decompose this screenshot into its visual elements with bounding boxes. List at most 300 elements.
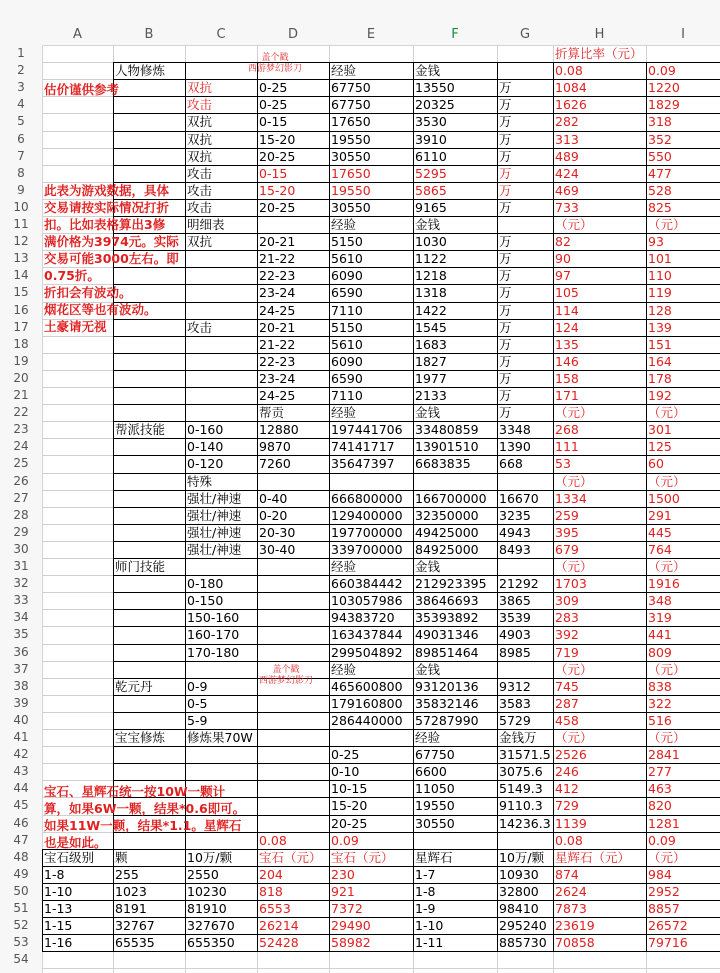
cell-f18[interactable]: 1683: [415, 336, 447, 352]
cell-d29[interactable]: 20-30: [259, 524, 296, 540]
cell-h27[interactable]: 1334: [555, 490, 587, 506]
cell-f15[interactable]: 1318: [415, 285, 447, 301]
cell-d14[interactable]: 22-23: [259, 268, 296, 284]
row-header[interactable]: 7: [17, 148, 25, 163]
cell-i34[interactable]: 319: [648, 610, 672, 626]
cell-f14[interactable]: 1218: [415, 268, 447, 284]
cell-d30[interactable]: 30-40: [259, 541, 296, 557]
cell-g49[interactable]: 10930: [499, 866, 539, 882]
cell-f35[interactable]: 49031346: [415, 627, 479, 643]
cell-e9[interactable]: 19550: [331, 182, 371, 198]
cell-c49[interactable]: 2550: [187, 866, 219, 882]
cell-f41[interactable]: 经验: [415, 730, 441, 745]
cell-d24[interactable]: 9870: [259, 439, 291, 455]
cell-b50[interactable]: 1023: [115, 883, 147, 899]
cell-h4[interactable]: 1626: [555, 97, 587, 113]
cell-f33[interactable]: 38646693: [415, 593, 479, 609]
row-header[interactable]: 38: [13, 678, 29, 693]
cell-i3[interactable]: 1220: [648, 80, 680, 96]
cell-c40[interactable]: 5-9: [187, 712, 208, 728]
cell-h8[interactable]: 424: [555, 165, 579, 181]
cell-e40[interactable]: 286440000: [331, 712, 403, 728]
cell-f8[interactable]: 5295: [415, 165, 447, 181]
column-header-e[interactable]: E: [366, 27, 376, 42]
cell-e36[interactable]: 299504892: [331, 644, 403, 660]
cell-e24[interactable]: 74141717: [331, 439, 395, 455]
cell-i32[interactable]: 1916: [648, 576, 680, 592]
cell-f27[interactable]: 166700000: [415, 490, 487, 506]
cell-h15[interactable]: 105: [555, 285, 579, 301]
cell-c24[interactable]: 0-140: [187, 439, 224, 455]
cell-c5[interactable]: 双抗: [187, 114, 213, 130]
cell-e21[interactable]: 7110: [331, 388, 363, 403]
cell-f12[interactable]: 1030: [415, 234, 447, 250]
row-header[interactable]: 48: [13, 849, 29, 864]
cell-c27[interactable]: 强壮/神速: [187, 490, 242, 506]
cell-f50[interactable]: 1-8: [415, 883, 436, 899]
cell-f23[interactable]: 33480859: [415, 422, 479, 438]
cell-i10[interactable]: 825: [648, 199, 672, 215]
cell-e49[interactable]: 230: [331, 866, 355, 882]
cell-e7[interactable]: 30550: [331, 148, 371, 164]
cell-g39[interactable]: 3583: [499, 695, 531, 711]
column-header-f[interactable]: F: [451, 27, 459, 42]
cell-e8[interactable]: 17650: [331, 165, 371, 181]
cell-e52[interactable]: 29490: [331, 918, 371, 934]
cell-g38[interactable]: 9312: [499, 678, 531, 694]
cell-g9[interactable]: 万: [499, 182, 512, 198]
cell-i17[interactable]: 139: [648, 319, 672, 335]
cell-g29[interactable]: 4943: [499, 524, 531, 540]
cell-d15[interactable]: 23-24: [259, 285, 296, 301]
cell-d47[interactable]: 0.08: [259, 832, 287, 848]
cell-d5[interactable]: 0-15: [259, 114, 288, 130]
cell-e48[interactable]: 宝石（元）: [331, 849, 394, 865]
cell-h52[interactable]: 23619: [555, 918, 595, 934]
row-header[interactable]: 52: [13, 918, 29, 933]
cell-f25[interactable]: 6683835: [415, 456, 471, 472]
row-header[interactable]: 3: [17, 80, 25, 95]
cell-f19[interactable]: 1827: [415, 353, 447, 369]
row-header[interactable]: 36: [13, 644, 29, 659]
cell-d10[interactable]: 20-25: [259, 199, 296, 215]
cell-h42[interactable]: 2526: [555, 747, 587, 763]
column-header-c[interactable]: C: [216, 27, 226, 42]
cell-i4[interactable]: 1829: [648, 97, 680, 113]
cell-h36[interactable]: 719: [555, 644, 579, 660]
cell-i52[interactable]: 26572: [648, 918, 688, 934]
cell-e12[interactable]: 5150: [331, 234, 363, 250]
cell-d13[interactable]: 21-22: [259, 251, 296, 267]
cell-g51[interactable]: 98410: [499, 901, 539, 916]
row-header[interactable]: 43: [13, 764, 29, 779]
cell-e3[interactable]: 67750: [331, 80, 371, 96]
cell-h17[interactable]: 124: [555, 319, 579, 335]
row-header[interactable]: 16: [13, 302, 29, 317]
cell-g34[interactable]: 3539: [499, 610, 531, 626]
cell-f17[interactable]: 1545: [415, 319, 447, 335]
cell-i20[interactable]: 178: [648, 370, 672, 386]
cell-e23[interactable]: 197441706: [331, 422, 403, 438]
cell-c35[interactable]: 160-170: [187, 627, 240, 643]
cell-g6[interactable]: 万: [499, 131, 512, 147]
cell-d18[interactable]: 21-22: [259, 336, 296, 352]
cell-e33[interactable]: 103057986: [331, 593, 403, 609]
cell-b51[interactable]: 8191: [115, 901, 147, 916]
cell-f51[interactable]: 1-9: [415, 901, 436, 916]
cell-g20[interactable]: 万: [499, 370, 512, 386]
cell-g13[interactable]: 万: [499, 251, 512, 267]
cell-g46[interactable]: 14236.3: [499, 815, 551, 831]
row-header[interactable]: 41: [13, 730, 29, 744]
row-header[interactable]: 12: [13, 234, 29, 249]
cell-h39[interactable]: 287: [555, 695, 579, 711]
cell-g36[interactable]: 8985: [499, 644, 531, 660]
cell-h21[interactable]: 171: [555, 388, 579, 403]
cell-g28[interactable]: 3235: [499, 507, 531, 523]
row-header[interactable]: 8: [17, 165, 25, 180]
cell-e16[interactable]: 7110: [331, 302, 363, 318]
cell-f10[interactable]: 9165: [415, 199, 447, 215]
cell-e44[interactable]: 10-15: [331, 781, 368, 797]
row-header[interactable]: 34: [13, 610, 29, 625]
cell-f11[interactable]: 金钱: [415, 217, 441, 232]
cell-h9[interactable]: 469: [555, 182, 579, 198]
cell-b49[interactable]: 255: [115, 866, 139, 882]
cell-d52[interactable]: 26214: [259, 918, 299, 934]
cell-d28[interactable]: 0-20: [259, 507, 288, 523]
cell-i46[interactable]: 1281: [648, 815, 680, 831]
cell-b38[interactable]: 乾元丹: [115, 678, 153, 694]
row-header[interactable]: 1: [17, 46, 25, 60]
cell-i29[interactable]: 445: [648, 524, 672, 540]
cell-e38[interactable]: 465600800: [331, 678, 403, 694]
cell-i11[interactable]: （元）: [648, 217, 686, 232]
cell-c12[interactable]: 双抗: [187, 234, 213, 250]
cell-h3[interactable]: 1084: [555, 80, 587, 96]
cell-g7[interactable]: 万: [499, 148, 512, 164]
cell-g25[interactable]: 668: [499, 456, 523, 472]
cell-g43[interactable]: 3075.6: [499, 764, 543, 780]
cell-h35[interactable]: 392: [555, 627, 579, 643]
cell-c38[interactable]: 0-9: [187, 678, 208, 694]
cell-e11[interactable]: 经验: [331, 217, 357, 232]
row-header[interactable]: 37: [13, 661, 29, 676]
row-header[interactable]: 23: [13, 422, 29, 437]
cell-c8[interactable]: 攻击: [187, 165, 213, 181]
row-header[interactable]: 13: [13, 251, 29, 266]
cell-i26[interactable]: （元）: [648, 473, 686, 489]
cell-c23[interactable]: 0-160: [187, 422, 224, 438]
cell-i12[interactable]: 93: [648, 234, 664, 250]
cell-e19[interactable]: 6090: [331, 353, 363, 369]
cell-d21[interactable]: 24-25: [259, 388, 296, 403]
cell-e17[interactable]: 5150: [331, 319, 363, 335]
cell-c25[interactable]: 0-120: [187, 456, 224, 472]
cell-e45[interactable]: 15-20: [331, 798, 368, 814]
cell-g23[interactable]: 3348: [499, 422, 531, 438]
cell-d25[interactable]: 7260: [259, 456, 291, 472]
row-header[interactable]: 42: [13, 747, 29, 762]
cell-e27[interactable]: 666800000: [331, 490, 403, 506]
cell-d20[interactable]: 23-24: [259, 370, 296, 386]
cell-d4[interactable]: 0-25: [259, 97, 288, 113]
cell-e25[interactable]: 35647397: [331, 456, 395, 472]
cell-e13[interactable]: 5610: [331, 251, 363, 267]
cell-f40[interactable]: 57287990: [415, 712, 479, 728]
column-header-g[interactable]: G: [519, 27, 531, 42]
cell-h13[interactable]: 90: [555, 251, 571, 267]
cell-h49[interactable]: 874: [555, 866, 579, 882]
cell-g5[interactable]: 万: [499, 114, 512, 130]
cell-f20[interactable]: 1977: [415, 370, 447, 386]
row-header[interactable]: 35: [13, 627, 29, 642]
row-header[interactable]: 45: [13, 798, 29, 813]
cell-i28[interactable]: 291: [648, 507, 672, 523]
cell-f43[interactable]: 6600: [415, 764, 447, 780]
cell-e29[interactable]: 197700000: [331, 524, 403, 540]
cell-i7[interactable]: 550: [648, 148, 672, 164]
cell-i19[interactable]: 164: [648, 353, 672, 369]
cell-e4[interactable]: 67750: [331, 97, 371, 113]
cell-h24[interactable]: 111: [555, 439, 579, 455]
row-header[interactable]: 6: [17, 131, 25, 146]
row-header[interactable]: 14: [13, 268, 29, 283]
cell-h45[interactable]: 729: [555, 798, 579, 814]
cell-h31[interactable]: （元）: [555, 559, 593, 574]
cell-h43[interactable]: 246: [555, 764, 579, 780]
column-header-b[interactable]: B: [144, 27, 154, 42]
cell-g30[interactable]: 8493: [499, 541, 531, 557]
cell-h33[interactable]: 309: [555, 593, 579, 609]
cell-f30[interactable]: 84925000: [415, 541, 479, 557]
cell-f13[interactable]: 1122: [415, 251, 447, 267]
cell-g17[interactable]: 万: [499, 319, 512, 335]
cell-h10[interactable]: 733: [555, 199, 579, 215]
cell-f2[interactable]: 金钱: [415, 63, 441, 79]
row-header[interactable]: 32: [13, 576, 29, 591]
cell-d50[interactable]: 818: [259, 883, 283, 899]
cell-a49[interactable]: 1-8: [44, 866, 65, 882]
cell-g27[interactable]: 16670: [499, 490, 539, 506]
cell-i31[interactable]: （元）: [648, 559, 686, 574]
cell-d27[interactable]: 0-40: [259, 490, 288, 506]
cell-h6[interactable]: 313: [555, 131, 579, 147]
cell-h16[interactable]: 114: [555, 302, 579, 318]
cell-f5[interactable]: 3530: [415, 114, 447, 130]
cell-f4[interactable]: 20325: [415, 97, 455, 113]
cell-e46[interactable]: 20-25: [331, 815, 368, 831]
cell-f39[interactable]: 35832146: [415, 695, 479, 711]
cell-h30[interactable]: 679: [555, 541, 579, 557]
cell-f31[interactable]: 金钱: [415, 559, 441, 574]
row-header[interactable]: 21: [13, 388, 29, 402]
cell-h41[interactable]: （元）: [555, 730, 593, 745]
cell-d48[interactable]: 宝石（元）: [259, 849, 322, 865]
cell-h40[interactable]: 458: [555, 712, 579, 728]
cell-i27[interactable]: 1500: [648, 490, 680, 506]
cell-h20[interactable]: 158: [555, 370, 579, 386]
cell-f37[interactable]: 金钱: [415, 661, 441, 677]
cell-f32[interactable]: 212923395: [415, 576, 487, 592]
cell-f38[interactable]: 93120136: [415, 678, 479, 694]
row-header[interactable]: 22: [13, 405, 29, 420]
cell-c30[interactable]: 强壮/神速: [187, 541, 242, 557]
cell-a50[interactable]: 1-10: [44, 883, 73, 899]
cell-i16[interactable]: 128: [648, 302, 672, 318]
cell-g45[interactable]: 9110.3: [499, 798, 543, 814]
row-header[interactable]: 9: [17, 182, 25, 197]
cell-c48[interactable]: 10万/颗: [187, 849, 233, 865]
cell-c17[interactable]: 攻击: [187, 319, 213, 335]
cell-c34[interactable]: 150-160: [187, 610, 240, 626]
cell-b52[interactable]: 32767: [115, 918, 155, 934]
cell-g4[interactable]: 万: [499, 97, 512, 113]
cell-i51[interactable]: 8857: [648, 901, 680, 916]
cell-c26[interactable]: 特殊: [187, 473, 213, 489]
cell-h23[interactable]: 268: [555, 422, 579, 438]
cell-c7[interactable]: 双抗: [187, 148, 213, 164]
cell-h50[interactable]: 2624: [555, 883, 587, 899]
cell-e35[interactable]: 163437844: [331, 627, 403, 643]
cell-h25[interactable]: 53: [555, 456, 571, 472]
cell-c11[interactable]: 明细表: [187, 217, 225, 232]
cell-c32[interactable]: 0-180: [187, 576, 224, 592]
row-header[interactable]: 27: [13, 490, 29, 505]
cell-i38[interactable]: 838: [648, 678, 672, 694]
cell-h46[interactable]: 1139: [555, 815, 587, 831]
cell-h7[interactable]: 489: [555, 148, 579, 164]
row-header[interactable]: 17: [13, 319, 29, 334]
cell-e6[interactable]: 19550: [331, 131, 371, 147]
cell-f34[interactable]: 35393892: [415, 610, 479, 626]
cell-g42[interactable]: 31571.5: [499, 747, 551, 763]
cell-i43[interactable]: 277: [648, 764, 672, 780]
column-header-h[interactable]: H: [594, 27, 605, 42]
cell-g21[interactable]: 万: [499, 388, 512, 403]
cell-b31[interactable]: 师门技能: [115, 559, 166, 574]
cell-g44[interactable]: 5149.3: [499, 781, 543, 797]
cell-h5[interactable]: 282: [555, 114, 579, 130]
cell-h26[interactable]: （元）: [555, 473, 593, 489]
cell-f29[interactable]: 49425000: [415, 524, 479, 540]
cell-f52[interactable]: 1-10: [415, 918, 444, 934]
cell-i8[interactable]: 477: [648, 165, 672, 181]
cell-i14[interactable]: 110: [648, 268, 672, 284]
cell-g19[interactable]: 万: [499, 353, 512, 369]
cell-f3[interactable]: 13550: [415, 80, 455, 96]
cell-f42[interactable]: 67750: [415, 747, 455, 763]
cell-d19[interactable]: 22-23: [259, 353, 296, 369]
cell-g48[interactable]: 10万/颗: [499, 849, 545, 865]
cell-i45[interactable]: 820: [648, 798, 672, 814]
cell-f7[interactable]: 6110: [415, 148, 447, 164]
cell-i33[interactable]: 348: [648, 593, 672, 609]
row-header[interactable]: 50: [13, 883, 29, 898]
cell-c6[interactable]: 双抗: [187, 131, 213, 147]
cell-e42[interactable]: 0-25: [331, 747, 360, 763]
cell-h51[interactable]: 7873: [555, 901, 587, 916]
row-header[interactable]: 11: [13, 217, 29, 231]
cell-g10[interactable]: 万: [499, 199, 512, 215]
cell-h19[interactable]: 146: [555, 353, 579, 369]
cell-b41[interactable]: 宝宝修炼: [115, 730, 166, 745]
cell-c52[interactable]: 327670: [187, 918, 235, 934]
cell-i23[interactable]: 301: [648, 422, 672, 438]
cell-i5[interactable]: 318: [648, 114, 672, 130]
row-header[interactable]: 40: [13, 712, 29, 727]
cell-h44[interactable]: 412: [555, 781, 579, 797]
cell-i15[interactable]: 119: [648, 285, 672, 301]
cell-b2[interactable]: 人物修炼: [115, 63, 166, 79]
cell-e5[interactable]: 17650: [331, 114, 371, 130]
cell-d8[interactable]: 0-15: [259, 165, 288, 181]
cell-f49[interactable]: 1-7: [415, 866, 436, 882]
cell-i25[interactable]: 60: [648, 456, 664, 472]
cell-f48[interactable]: 星辉石: [415, 849, 453, 865]
cell-e53[interactable]: 58982: [331, 935, 371, 951]
cell-b48[interactable]: 颗: [115, 849, 128, 865]
cell-c3[interactable]: 双抗: [187, 80, 213, 96]
cell-g50[interactable]: 32800: [499, 883, 539, 899]
cell-g52[interactable]: 295240: [499, 918, 547, 934]
cell-g32[interactable]: 21292: [499, 576, 539, 592]
cell-f24[interactable]: 13901510: [415, 439, 479, 455]
cell-d16[interactable]: 24-25: [259, 302, 296, 318]
cell-g15[interactable]: 万: [499, 285, 512, 301]
row-header[interactable]: 31: [13, 559, 29, 573]
cell-g24[interactable]: 1390: [499, 439, 531, 455]
cell-h28[interactable]: 259: [555, 507, 579, 523]
cell-i47[interactable]: 0.09: [648, 832, 676, 848]
cell-g14[interactable]: 万: [499, 268, 512, 284]
cell-g16[interactable]: 万: [499, 302, 512, 318]
cell-g18[interactable]: 万: [499, 336, 512, 352]
cell-i13[interactable]: 101: [648, 251, 672, 267]
cell-g12[interactable]: 万: [499, 234, 512, 250]
cell-e22[interactable]: 经验: [331, 405, 357, 421]
cell-f22[interactable]: 金钱: [415, 405, 441, 421]
cell-g35[interactable]: 4903: [499, 627, 531, 643]
cell-f21[interactable]: 2133: [415, 388, 447, 403]
cell-i30[interactable]: 764: [648, 541, 672, 557]
cell-i36[interactable]: 809: [648, 644, 672, 660]
row-header[interactable]: 20: [13, 370, 29, 385]
cell-d49[interactable]: 204: [259, 866, 283, 882]
cell-b23[interactable]: 帮派技能: [115, 422, 166, 438]
row-header[interactable]: 30: [13, 541, 29, 556]
row-header[interactable]: 25: [13, 456, 29, 471]
cell-h29[interactable]: 395: [555, 524, 579, 540]
cell-c10[interactable]: 攻击: [187, 199, 213, 215]
cell-c9[interactable]: 攻击: [187, 182, 213, 198]
cell-i50[interactable]: 2952: [648, 883, 680, 899]
cell-c33[interactable]: 0-150: [187, 593, 224, 609]
cell-i24[interactable]: 125: [648, 439, 672, 455]
cell-e32[interactable]: 660384442: [331, 576, 403, 592]
cell-e43[interactable]: 0-10: [331, 764, 360, 780]
cell-h14[interactable]: 97: [555, 268, 571, 284]
column-header-i[interactable]: I: [681, 27, 685, 42]
cell-e18[interactable]: 5610: [331, 336, 363, 352]
row-header[interactable]: 19: [13, 353, 29, 368]
cell-e30[interactable]: 339700000: [331, 541, 403, 557]
cell-h18[interactable]: 135: [555, 336, 579, 352]
row-header[interactable]: 18: [13, 336, 29, 351]
cell-e50[interactable]: 921: [331, 883, 355, 899]
cell-c29[interactable]: 强壮/神速: [187, 524, 242, 540]
cell-i22[interactable]: （元）: [648, 405, 686, 421]
